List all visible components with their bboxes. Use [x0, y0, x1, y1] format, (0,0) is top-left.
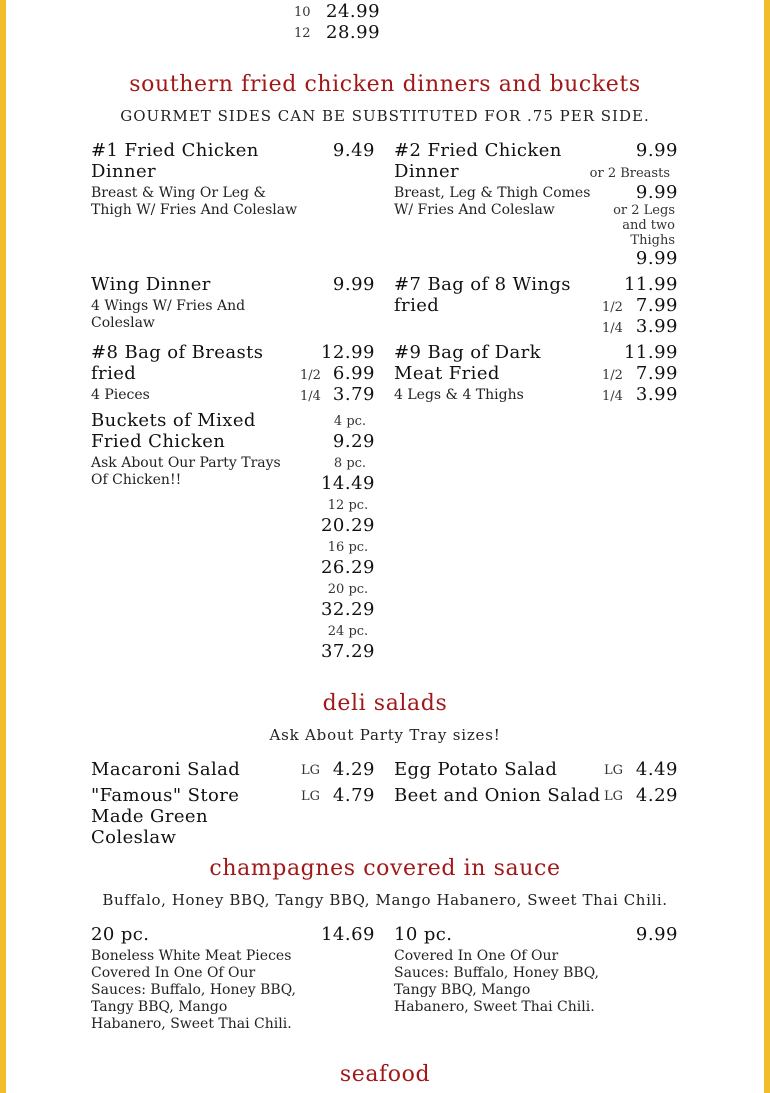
section-title-champagnes: champagnes covered in sauce	[209, 856, 561, 881]
price: 28.99	[326, 22, 381, 43]
item-price: 4.49	[635, 759, 678, 780]
bucket-price: 20.29	[320, 515, 375, 536]
item-price: 11.99	[623, 342, 678, 363]
bucket-price: 37.29	[320, 641, 375, 662]
item-price: 4.79	[332, 785, 375, 806]
size-label: LG	[301, 789, 321, 804]
half-price: 7.99	[635, 363, 678, 384]
item-description: 4 Legs & 4 Thighs	[394, 387, 524, 403]
item-price: 9.99	[635, 140, 678, 161]
item-name: Egg Potato Salad	[394, 759, 558, 780]
item-price: 12.99	[320, 342, 375, 363]
left-border	[0, 0, 6, 1093]
item-name: #8 Bag of Breasts fried	[91, 342, 264, 384]
quarter-price: 3.99	[635, 316, 678, 337]
size-label: 1/4	[300, 389, 321, 404]
item-price: 11.99	[623, 274, 678, 295]
size-label: 1/2	[602, 300, 623, 315]
item-name: #9 Bag of Dark Meat Fried	[394, 342, 541, 384]
size-label: LG	[604, 789, 624, 804]
right-border	[764, 0, 770, 1093]
bucket-size-label: 16 pc.	[327, 540, 369, 555]
size-label: 10	[294, 5, 311, 20]
section-subtitle-chicken: GOURMET SIDES CAN BE SUBSTITUTED FOR .75 PER SIDE.	[120, 107, 650, 125]
item-description: Boneless White Meat Pieces Covered In One Of Our Sauces: Buffalo, Honey BBQ, Tangy BBQ, Mango Habanero, Sweet Thai Chili.	[91, 948, 296, 1032]
item-price: 9.99	[332, 274, 375, 295]
bucket-price: 26.29	[320, 557, 375, 578]
quarter-price: 3.79	[332, 384, 375, 405]
item-description: Breast, Leg & Thigh Comes W/ Fries And Coleslaw	[394, 185, 591, 218]
item-price: 4.29	[635, 785, 678, 806]
item-description: 4 Pieces	[91, 387, 150, 403]
item-name: Buckets of Mixed Fried Chicken	[91, 410, 256, 452]
item-price: 9.49	[332, 140, 375, 161]
size-label: LG	[604, 763, 624, 778]
item-description: 4 Wings W/ Fries And Coleslaw	[91, 298, 246, 331]
item-price: 4.29	[332, 759, 375, 780]
quarter-price: 3.99	[635, 384, 678, 405]
size-label: 1/4	[602, 389, 623, 404]
item-price: 9.99	[635, 924, 678, 945]
bucket-size-label: 8 pc.	[333, 456, 367, 471]
bucket-size-label: 4 pc.	[333, 414, 367, 429]
item-description: Ask About Our Party Trays Of Chicken!!	[91, 455, 281, 488]
half-price: 7.99	[635, 295, 678, 316]
option-price: 9.99	[635, 248, 678, 269]
option-price: 9.99	[635, 182, 678, 203]
bucket-size-label: 12 pc.	[327, 498, 369, 513]
item-description: Covered In One Of Our Sauces: Buffalo, Honey BBQ, Tangy BBQ, Mango Habanero, Sweet Thai Chili.	[394, 948, 599, 1015]
bucket-size-label: 20 pc.	[327, 582, 369, 597]
item-name: #1 Fried Chicken Dinner	[91, 140, 259, 182]
bucket-price: 32.29	[320, 599, 375, 620]
item-name: Wing Dinner	[91, 274, 211, 295]
item-name: 10 pc.	[394, 924, 453, 945]
option-label: or 2 Legs and two Thighs	[613, 203, 675, 248]
item-name: "Famous" Store Made Green Coleslaw	[91, 785, 240, 848]
section-title-chicken: southern fried chicken dinners and buckets	[129, 72, 641, 97]
half-price: 6.99	[332, 363, 375, 384]
size-label: 1/2	[602, 368, 623, 383]
price: 24.99	[326, 1, 381, 22]
item-name: Macaroni Salad	[91, 759, 241, 780]
size-label: 1/2	[300, 368, 321, 383]
bucket-size-label: 24 pc.	[327, 624, 369, 639]
section-title-deli: deli salads	[322, 691, 448, 716]
section-subtitle-deli: Ask About Party Tray sizes!	[269, 726, 501, 744]
item-price: 14.69	[320, 924, 375, 945]
item-name: 20 pc.	[91, 924, 150, 945]
bucket-price: 9.29	[332, 431, 375, 452]
size-label: 1/4	[602, 321, 623, 336]
item-name: #7 Bag of 8 Wings fried	[394, 274, 571, 316]
size-label: 12	[294, 26, 311, 41]
section-title-seafood: seafood	[339, 1062, 431, 1087]
section-subtitle-champagnes: Buffalo, Honey BBQ, Tangy BBQ, Mango Habanero, Sweet Thai Chili.	[102, 891, 668, 909]
option-label: or 2 Breasts	[589, 166, 670, 181]
size-label: LG	[301, 763, 321, 778]
item-name: Beet and Onion Salad	[394, 785, 601, 806]
item-description: Breast & Wing Or Leg & Thigh W/ Fries And Coleslaw	[91, 185, 298, 218]
item-name: #2 Fried Chicken Dinner	[394, 140, 562, 182]
bucket-price: 14.49	[320, 473, 375, 494]
